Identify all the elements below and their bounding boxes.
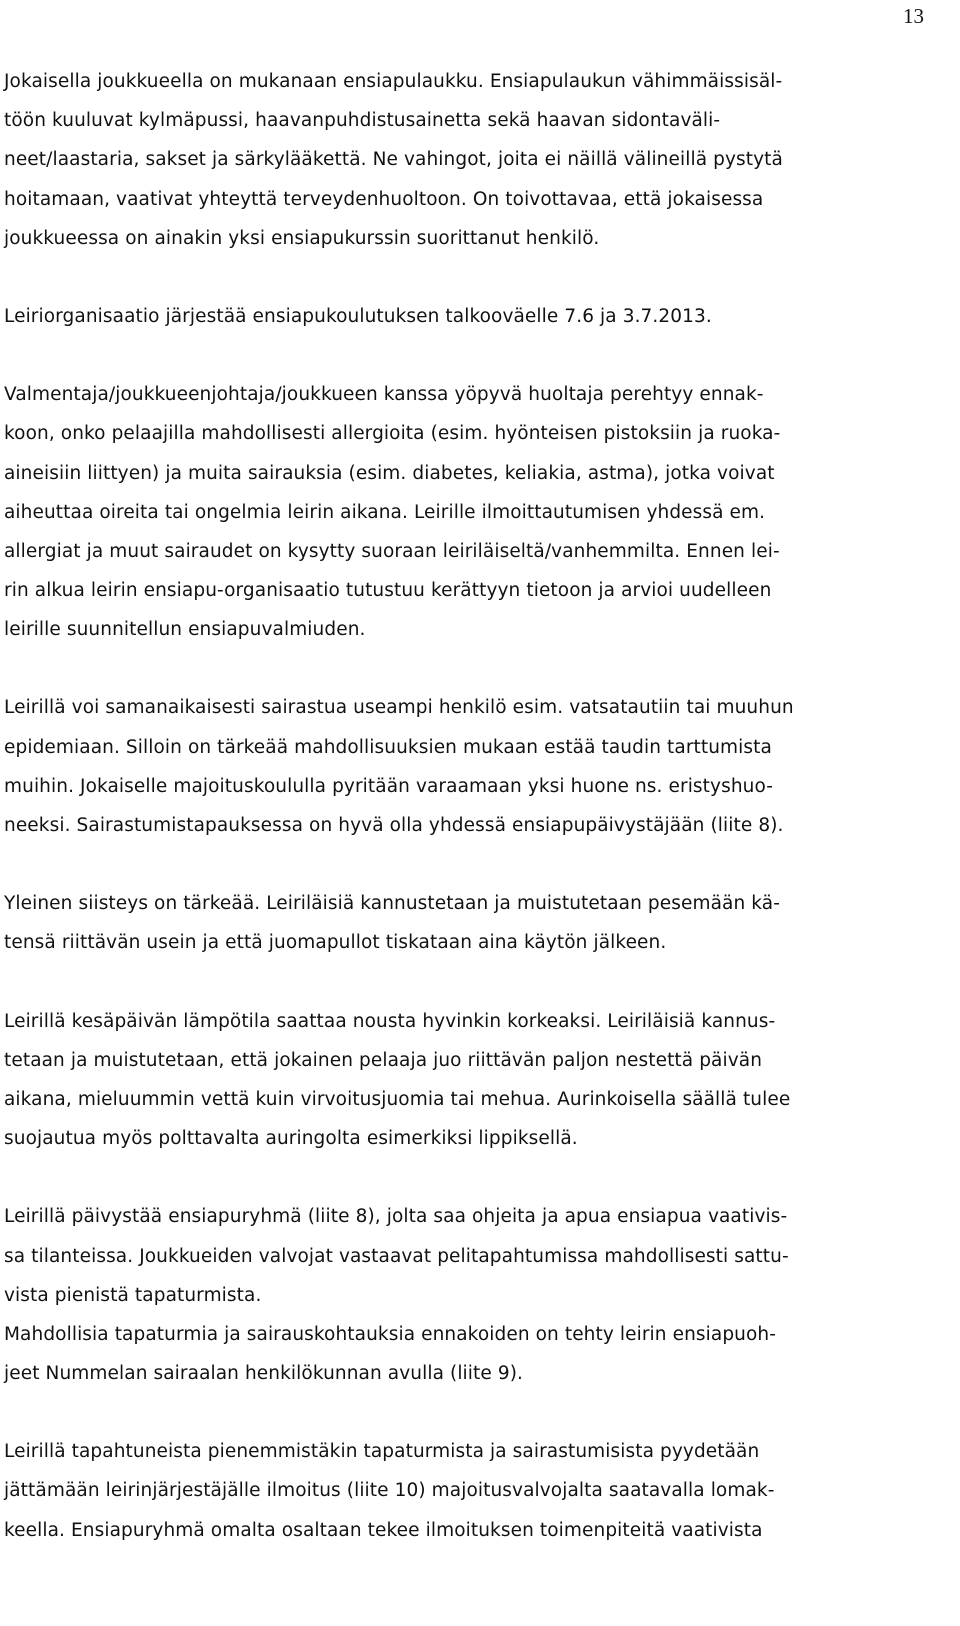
text-line: Yleinen siisteys on tärkeää. Leiriläisiä kannustetaan ja muistutetaan pesemään kä- (4, 893, 780, 915)
text-line: epidemiaan. Silloin on tärkeää mahdollisuuksien mukaan estää taudin tarttumista (4, 736, 772, 758)
text-line: neeksi. Sairastumistapauksessa on hyvä olla yhdessä ensiapupäivystäjään (liite 8). (4, 815, 784, 836)
paragraph-spacer (4, 1158, 932, 1197)
text-line: leirille suunnitellun ensiapuvalmiuden. (4, 619, 366, 641)
paragraph-allergies (4, 375, 932, 649)
text-line: sa tilanteissa. Joukkueiden valvojat vastaavat pelitapahtumissa mahdollisesti sattu- (4, 1245, 789, 1267)
text-line: Valmentaja/joukkueenjohtaja/joukkueen kanssa yöpyvä huoltaja perehtyy ennak- (4, 384, 764, 406)
text-line: tetaan ja muistutetaan, että jokainen pelaaja juo riittävän paljon nestettä päivän (4, 1049, 763, 1071)
paragraph-spacer (4, 845, 932, 884)
text-line: Leirillä tapahtuneista pienemmistäkin tapaturmista ja sairastumisista pyydetään (4, 1441, 760, 1463)
text-line: joukkueessa on ainakin yksi ensiapukurssin suorittanut henkilö. (4, 227, 600, 249)
text-line: aikana, mieluummin vettä kuin virvoitusjuomia tai mehua. Aurinkoisella säällä tulee (4, 1088, 791, 1110)
text-line: Jokaisella joukkueella on mukanaan ensiapulaukku. Ensiapulaukun vähimmäissisäl- (4, 71, 783, 92)
paragraph-spacer (4, 258, 932, 297)
paragraph-incident-report (4, 1432, 932, 1550)
text-line: jeet Nummelan sairaalan henkilökunnan avulla (liite 9). (4, 1363, 524, 1385)
text-line: Leirillä päivystää ensiapuryhmä (liite 8), jolta saa ohjeita ja apua ensiapua vaativis- (4, 1206, 788, 1228)
page-number: 13 (903, 4, 924, 28)
text-line: allergiat ja muut sairaudet on kysytty suoraan leiriläiseltä/vanhemmilta. Ennen lei- (4, 540, 780, 562)
text-line: Leirillä voi samanaikaisesti sairastua useampi henkilö esim. vatsatautiin tai muuhun (4, 697, 794, 719)
text-line: rin alkua leirin ensiapu-organisaatio tutustuu kerättyyn tietoon ja arvioi uudelleen (4, 580, 772, 602)
paragraph-spacer (4, 649, 932, 688)
text-line: muihin. Jokaiselle majoituskoululla pyritään varaamaan yksi huone ns. eristyshuo- (4, 775, 774, 797)
text-line: hoitamaan, vaativat yhteyttä terveydenhuoltoon. On toivottavaa, että jokaisessa (4, 188, 764, 210)
text-line: Mahdollisia tapaturmia ja sairauskohtauksia ennakoiden on tehty leirin ensiapuoh- (4, 1323, 777, 1345)
paragraph-first-aid-kit (4, 62, 932, 258)
paragraph-heat (4, 1002, 932, 1159)
text-line: suojautua myös polttavalta auringolta esimerkiksi lippiksellä. (4, 1128, 578, 1150)
paragraph-epidemic (4, 688, 932, 845)
text-line: töön kuuluvat kylmäpussi, haavanpuhdistusainetta sekä haavan sidontaväli- (4, 110, 721, 132)
text-line: aineisiin liittyen) ja muita sairauksia (esim. diabetes, keliakia, astma), jotka voivat (4, 462, 775, 484)
document-body (4, 62, 932, 1550)
text-line: tensä riittävän usein ja että juomapullot tiskataan aina käytön jälkeen. (4, 932, 667, 954)
paragraph-spacer (4, 1393, 932, 1432)
text-line: Leirillä kesäpäivän lämpötila saattaa nousta hyvinkin korkeaksi. Leiriläisiä kannus- (4, 1010, 776, 1032)
text-line: jättämään leirinjärjestäjälle ilmoitus (liite 10) majoitusvalvojalta saatavalla lomak- (4, 1480, 775, 1502)
text-line: koon, onko pelaajilla mahdollisesti allergioita (esim. hyönteisen pistoksiin ja ruoka- (4, 423, 781, 445)
paragraph-spacer (4, 336, 932, 375)
paragraph-hygiene (4, 884, 932, 962)
paragraph-first-aid-group (4, 1197, 932, 1393)
text-line: vista pienistä tapaturmista. (4, 1284, 262, 1306)
text-line: keella. Ensiapuryhmä omalta osaltaan tekee ilmoituksen toimenpiteitä vaativista (4, 1519, 763, 1541)
text-line: aiheuttaa oireita tai ongelmia leirin aikana. Leirille ilmoittautumisen yhdessä em. (4, 501, 766, 523)
text-line: Leiriorganisaatio järjestää ensiapukoulutuksen talkooväelle 7.6 ja 3.7.2013. (4, 305, 712, 327)
text-line: neet/laastaria, sakset ja särkylääkettä. Ne vahingot, joita ei näillä välineillä pystytä (4, 149, 783, 171)
paragraph-spacer (4, 963, 932, 1002)
paragraph-training (4, 297, 932, 336)
